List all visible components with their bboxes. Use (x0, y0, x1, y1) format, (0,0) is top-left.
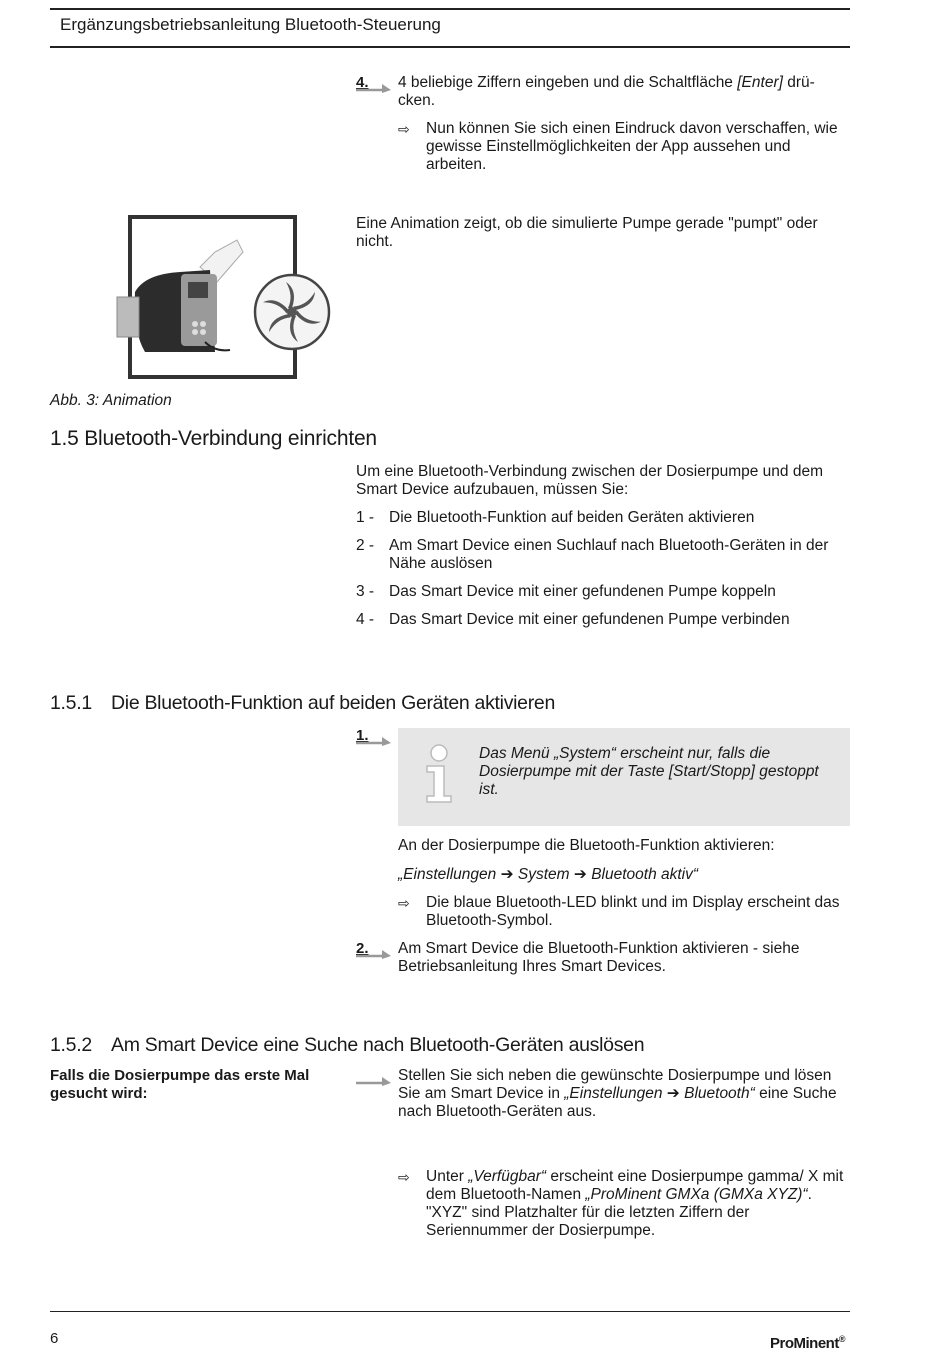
step-arrow-icon (356, 947, 392, 959)
menu-arrow-icon: ➔ (500, 866, 514, 883)
footer-rule (50, 1311, 850, 1312)
step-arrow-icon (356, 1074, 392, 1086)
result-arrow-icon: ⇨ (398, 121, 410, 137)
section-1-5-2-heading: 1.5.2 Am Smart Device eine Suche nach Bluetooth-Geräten auslösen (50, 1034, 645, 1056)
list-item: 4 - Das Smart Device mit einer gefundenen Pumpe verbinden (356, 611, 790, 628)
step-arrow-icon (356, 81, 392, 93)
list-item: 1 - Die Bluetooth-Funktion auf beiden Geräten aktivieren (356, 509, 755, 526)
info-box (398, 728, 850, 826)
side-label: Falls die Dosierpumpe das erste Mal gesucht wird: (50, 1067, 310, 1102)
info-icon (422, 744, 456, 804)
step-1-number: 1. (356, 727, 369, 744)
section-1-5-heading: 1.5 Bluetooth-Verbindung einrichten (50, 427, 377, 450)
section-1-5-intro: Um eine Bluetooth-Verbindung zwischen der Dosierpumpe und dem Smart Device aufzubauen, müssen Sie: (356, 463, 823, 498)
menu-arrow-icon: ➔ (666, 1085, 680, 1102)
animation-text: Eine Animation zeigt, ob die simulierte Pumpe gerade "pumpt" oder nicht. (356, 215, 818, 250)
step-4-number: 4. (356, 74, 369, 91)
figure-caption: Abb. 3: Animation (50, 392, 172, 409)
section-1-5-1-heading: 1.5.1 Die Bluetooth-Funktion auf beiden Geräten aktivieren (50, 692, 556, 714)
info-text: Das Menü „System“ erscheint nur, falls die Dosierpumpe mit der Taste [Start/Stopp] gestoppt ist. (479, 745, 819, 798)
list-item: 3 - Das Smart Device mit einer gefundenen Pumpe koppeln (356, 583, 776, 600)
step-arrow-icon (356, 734, 392, 746)
document-header-title: Ergänzungsbetriebsanleitung Bluetooth-Steuerung (60, 15, 441, 34)
section-1-5-body (356, 463, 850, 639)
animation-figure (105, 212, 337, 382)
header-bottom-rule (50, 46, 850, 48)
page-number: 6 (50, 1330, 59, 1347)
step-4-result: ⇨ Nun können Sie sich einen Eindruck davon verschaffen, wie gewisse Einstellmöglichkeiten der App aussehen und arbeiten. (398, 120, 838, 173)
header-top-rule (50, 8, 850, 10)
menu-arrow-icon: ➔ (573, 866, 587, 883)
step-1-result: ⇨ Die blaue Bluetooth-LED blinkt und im Display erscheint das Bluetooth-Symbol. (398, 894, 840, 929)
search-step-result: ⇨ Unter „Verfügbar“ erscheint eine Dosierpumpe gamma/ X mit dem Bluetooth-Namen „ProMinent GMXa (GMXa XYZ)“. "XYZ" sind Platzhalter für die letzten Ziffern der Seriennummer der Dosierpumpe. (398, 1168, 844, 1239)
menu-path: „Einstellungen ➔ System ➔ Bluetooth aktiv“ (398, 866, 699, 883)
activate-text: An der Dosierpumpe die Bluetooth-Funktion aktivieren: (398, 837, 775, 854)
prominent-logo: ProMinent® (770, 1334, 845, 1352)
enter-key-label: [Enter] (737, 74, 783, 91)
search-step-text: Stellen Sie sich neben die gewünschte Dosierpumpe und lösen Sie am Smart Device in „Einstellungen ➔ Bluetooth“ eine Suche nach Bluetooth-Geräten aus. (398, 1067, 837, 1120)
step-2-number: 2. (356, 940, 369, 957)
result-arrow-icon: ⇨ (398, 1169, 410, 1185)
result-arrow-icon: ⇨ (398, 895, 410, 911)
step-4-text: 4 beliebige Ziffern eingeben und die Schaltfläche [Enter] drü-cken. (398, 74, 815, 109)
step-4-body (398, 74, 850, 174)
list-item: 2 - Am Smart Device einen Suchlauf nach Bluetooth-Geräten in der Nähe auslösen (356, 537, 829, 572)
step-2-text: Am Smart Device die Bluetooth-Funktion aktivieren - siehe Betriebsanleitung Ihres Smart Devices. (398, 940, 800, 975)
